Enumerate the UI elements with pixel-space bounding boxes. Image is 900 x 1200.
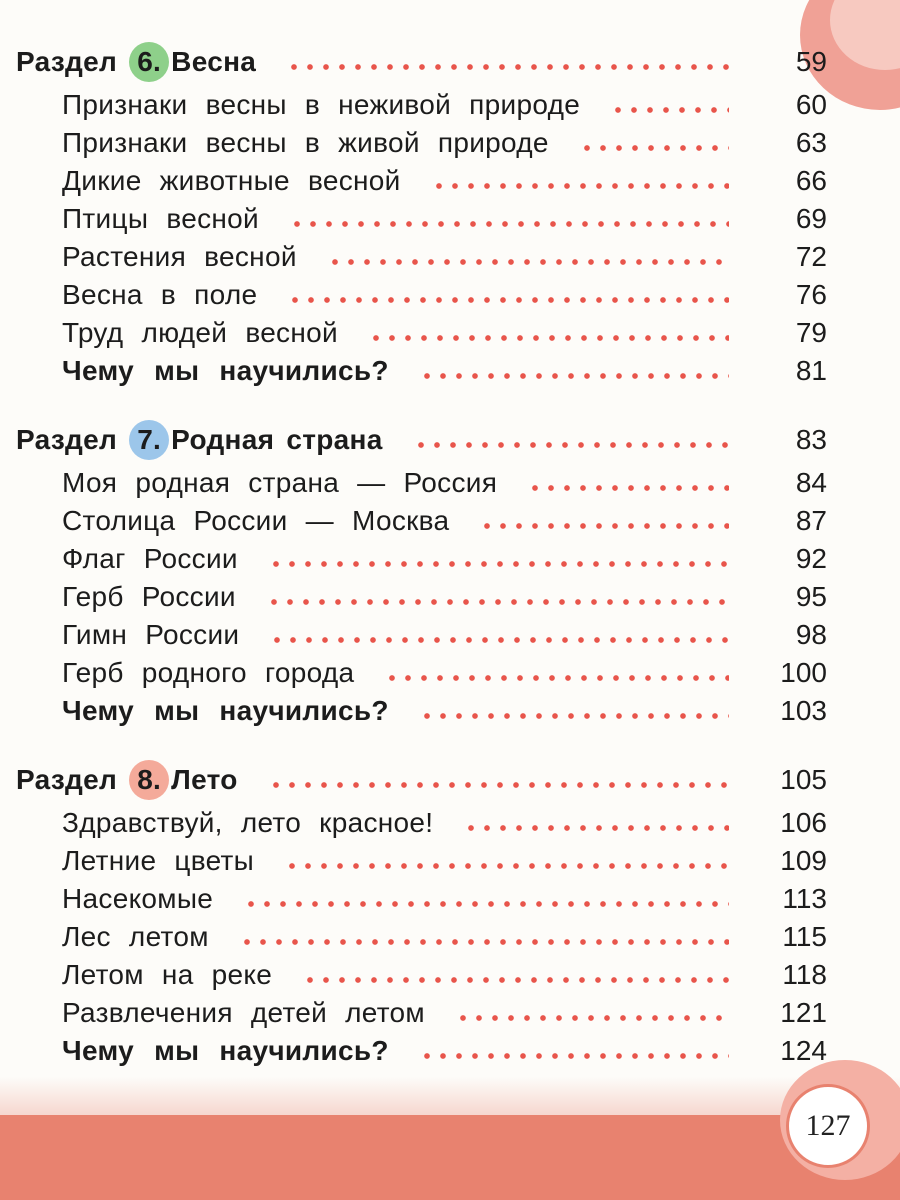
page-number: 84 — [795, 467, 827, 498]
leader-dots — [431, 183, 729, 189]
item-title: Птицы весной — [62, 203, 259, 234]
page-number-circle — [786, 1084, 870, 1168]
toc-item[interactable] — [0, 502, 900, 540]
leader-dots — [302, 977, 729, 983]
page-number: 106 — [780, 807, 827, 838]
item-title: Признаки весны в неживой природе — [62, 89, 581, 120]
page-number: 105 — [780, 764, 827, 795]
toc-item[interactable] — [0, 124, 900, 162]
page-number: 66 — [795, 165, 827, 196]
leader-dots — [284, 863, 729, 869]
page-number: 95 — [795, 581, 827, 612]
leader-dots — [269, 637, 729, 643]
leader-dots — [479, 523, 729, 529]
leader-dots — [368, 335, 729, 341]
item-title: Растения весной — [62, 241, 297, 272]
item-title: Весна в поле — [62, 279, 258, 310]
leader-dots — [243, 901, 729, 907]
folio-page-number: 127 — [805, 1109, 851, 1142]
item-title: Герб родного города — [62, 657, 355, 688]
item-title: Лес летом — [62, 921, 209, 952]
toc-item[interactable] — [0, 804, 900, 842]
item-title: Здравствуй, лето красное! — [62, 807, 434, 838]
page-number: 81 — [795, 355, 827, 386]
toc-item[interactable] — [0, 276, 900, 314]
item-title: Моя родная страна — Россия — [62, 467, 498, 498]
section-title: Раздел 8. Лето — [0, 760, 238, 800]
page-number: 63 — [795, 127, 827, 158]
leader-dots — [419, 373, 729, 379]
section-title: Раздел 7. Родная страна — [0, 420, 383, 460]
page-number: 121 — [780, 997, 827, 1028]
section-title: Раздел 6. Весна — [0, 42, 256, 82]
section-number-badge: 6. — [129, 42, 169, 82]
page-number: 72 — [795, 241, 827, 272]
page-number: 76 — [795, 279, 827, 310]
toc-item[interactable] — [0, 86, 900, 124]
page-number: 109 — [780, 845, 827, 876]
page-number: 92 — [795, 543, 827, 574]
toc-item[interactable] — [0, 578, 900, 616]
item-title: Столица России — Москва — [62, 505, 450, 536]
toc-item[interactable] — [0, 918, 900, 956]
item-title: Герб России — [62, 581, 236, 612]
page-number: 87 — [795, 505, 827, 536]
toc-summary-item[interactable] — [0, 1032, 900, 1070]
toc-item[interactable] — [0, 464, 900, 502]
leader-dots — [579, 145, 729, 151]
item-title: Летом на реке — [62, 959, 273, 990]
toc-item[interactable] — [0, 200, 900, 238]
page-number: 100 — [780, 657, 827, 688]
summary-title: Чему мы научились? — [62, 355, 389, 386]
leader-dots — [463, 825, 729, 831]
toc-item[interactable] — [0, 238, 900, 276]
leader-dots — [239, 939, 729, 945]
summary-title: Чему мы научились? — [62, 1035, 389, 1066]
page-number: 79 — [795, 317, 827, 348]
table-of-contents — [0, 38, 900, 1070]
toc-item[interactable] — [0, 314, 900, 352]
page-number: 113 — [782, 883, 827, 914]
footer-gradient — [0, 1077, 900, 1115]
leader-dots — [419, 713, 729, 719]
page-number: 103 — [780, 695, 827, 726]
toc-summary-item[interactable] — [0, 352, 900, 390]
toc-item[interactable] — [0, 880, 900, 918]
leader-dots — [527, 485, 729, 491]
toc-item[interactable] — [0, 654, 900, 692]
page-number: 115 — [782, 921, 827, 952]
leader-dots — [455, 1015, 729, 1021]
leader-dots — [327, 259, 729, 265]
leader-dots — [384, 675, 729, 681]
section-header[interactable] — [0, 38, 900, 86]
leader-dots — [413, 442, 729, 448]
item-title: Дикие животные весной — [62, 165, 401, 196]
leader-dots — [268, 782, 729, 788]
footer-band — [0, 1115, 900, 1200]
page-number: 59 — [795, 46, 827, 77]
toc-item[interactable] — [0, 162, 900, 200]
page-number: 60 — [795, 89, 827, 120]
leader-dots — [287, 297, 729, 303]
page-number: 83 — [795, 424, 827, 455]
toc-item[interactable] — [0, 842, 900, 880]
page-number: 118 — [782, 959, 827, 990]
item-title: Флаг России — [62, 543, 238, 574]
toc-item[interactable] — [0, 616, 900, 654]
item-title: Гимн России — [62, 619, 240, 650]
toc-item[interactable] — [0, 956, 900, 994]
toc-item[interactable] — [0, 994, 900, 1032]
leader-dots — [610, 107, 729, 113]
item-title: Признаки весны в живой природе — [62, 127, 549, 158]
leader-dots — [266, 599, 729, 605]
leader-dots — [289, 221, 729, 227]
toc-summary-item[interactable] — [0, 692, 900, 730]
section-number-badge: 7. — [129, 420, 169, 460]
page-number: 124 — [780, 1035, 827, 1066]
leader-dots — [268, 561, 729, 567]
summary-title: Чему мы научились? — [62, 695, 389, 726]
leader-dots — [286, 64, 729, 70]
item-title: Летние цветы — [62, 845, 255, 876]
section-header[interactable] — [0, 416, 900, 464]
section-header[interactable] — [0, 756, 900, 804]
section-number-badge: 8. — [129, 760, 169, 800]
item-title: Труд людей весной — [62, 317, 338, 348]
item-title: Развлечения детей летом — [62, 997, 425, 1028]
item-title: Насекомые — [62, 883, 214, 914]
page-number: 69 — [795, 203, 827, 234]
toc-item[interactable] — [0, 540, 900, 578]
page-number: 98 — [795, 619, 827, 650]
leader-dots — [419, 1053, 729, 1059]
